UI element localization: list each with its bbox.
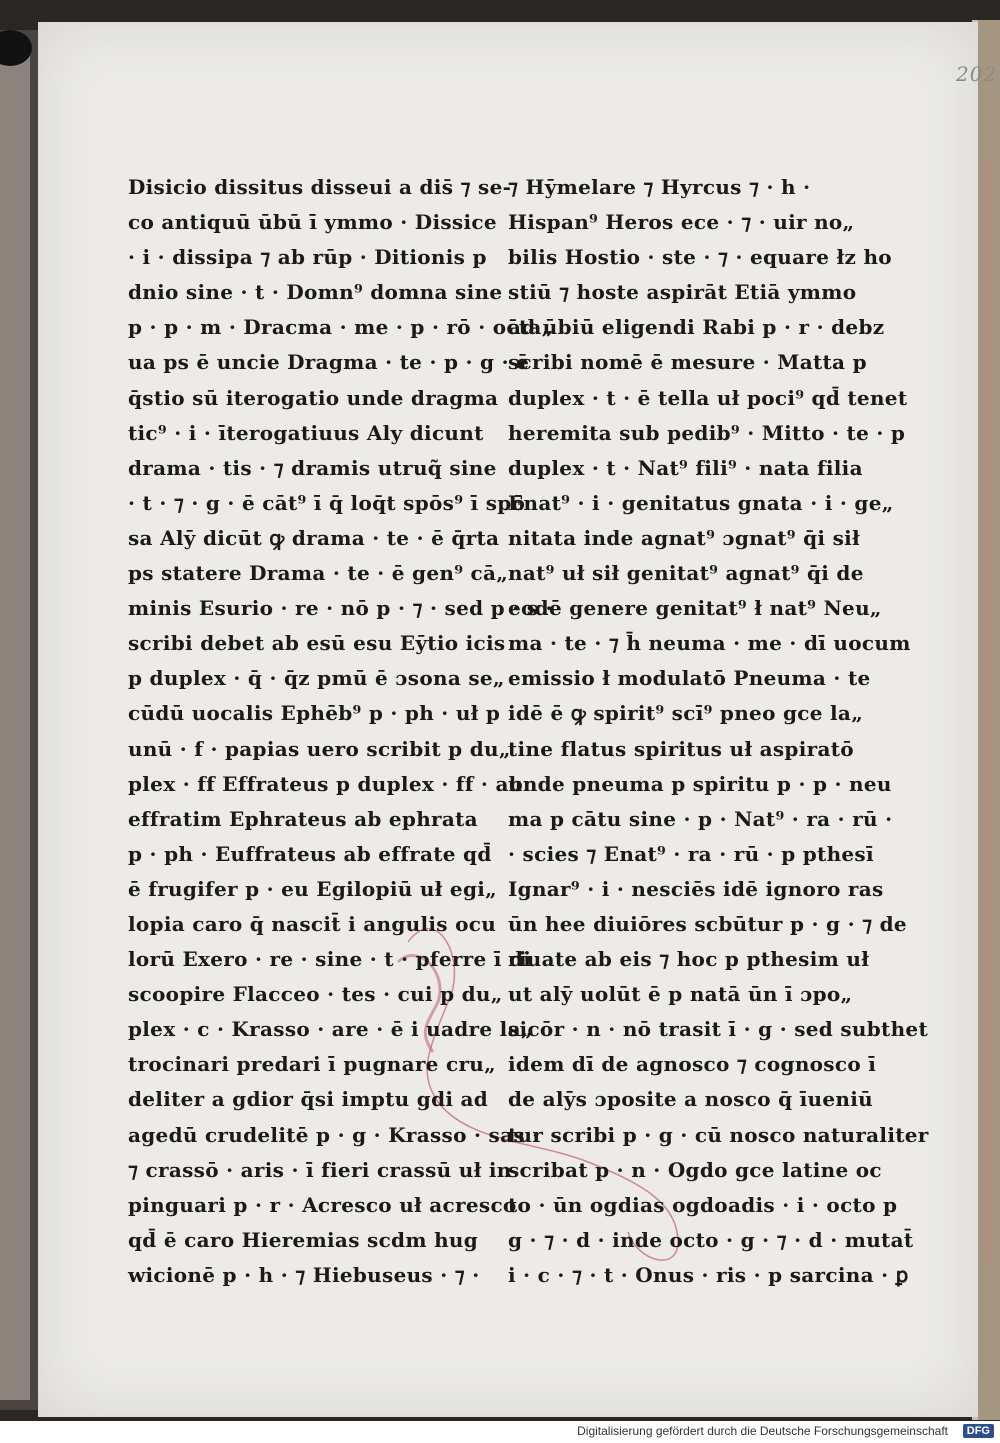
right-column-line: sicōr · n · nō trasit ī · g · sed subthet xyxy=(508,1017,928,1042)
right-column-line: ma · te · ⁊ h̄ neuma · me · dī uocum xyxy=(508,631,911,656)
right-column-line: tur scribi p · g · cū nosco naturaliter xyxy=(508,1122,929,1147)
left-column-line: qd̄ ē caro Hieremias scdm hug xyxy=(128,1227,479,1252)
left-column-line: sa Alȳ dicūt ꝙ drama · te · ē q̄rta xyxy=(128,525,500,550)
right-column-line: idem dī de agnosco ⁊ cognosco ī xyxy=(508,1052,877,1077)
left-column-line: agedū crudelitē p · g · Krasso · sas · xyxy=(128,1122,540,1147)
left-column-line: ⁊ crassō · aris · ī fieri crassū uł in xyxy=(128,1157,512,1182)
right-column-line: duplex · t · Nat⁹ fili⁹ · nata filia xyxy=(508,455,863,480)
right-column-line: nat⁹ uł sił genitat⁹ agnat⁹ q̄i de xyxy=(508,561,864,586)
right-column-line: nitata inde agnat⁹ ɔgnat⁹ q̄i sił xyxy=(508,525,861,550)
left-column-line: tic⁹ · i · īterogatiuus Aly dicunt xyxy=(128,420,484,445)
left-column-line: deliter a gdior q̄si imptu gdi ad xyxy=(128,1087,489,1112)
left-column-line: ps statere Drama · te · ē gen⁹ cā„ xyxy=(128,561,509,586)
right-column-line: heremita sub pedib⁹ · Mitto · te · p xyxy=(508,420,906,445)
left-column-line: drama · tis · ⁊ dramis utruq̃ sine xyxy=(128,455,497,480)
book-page xyxy=(38,22,998,1417)
right-column-line: scribat p · n · Ogdo gce latine oc xyxy=(508,1157,882,1182)
right-column-line: scribi nomē ē mesure · Matta p xyxy=(508,350,867,375)
left-column-line: dnio sine · t · Domn⁹ domna sine xyxy=(128,280,503,305)
right-column-line: Ignar⁹ · i · nesciēs idē ignoro ras xyxy=(508,876,884,901)
left-column-line: q̄stio sū iterogatio unde dragma xyxy=(128,385,499,410)
left-column-line: effratim Ephrateus ab ephrata xyxy=(128,806,478,831)
left-column-line: wicionē p · h · ⁊ Hiebuseus · ⁊ · xyxy=(128,1262,480,1287)
right-column-line: de alȳs ɔposite a nosco q̄ īueniū xyxy=(508,1087,873,1112)
left-column-line: lorū Exero · re · sine · t · pferre ī di xyxy=(128,947,532,972)
right-column-line: bilis Hostio · ste · ⁊ · equare łz ho xyxy=(508,245,892,270)
left-column-line: scribi debet ab esū esu Eȳtio icis xyxy=(128,631,506,656)
left-column-line: pinguari p · r · Acresco uł acresco xyxy=(128,1192,517,1217)
left-column-line: p · ph · Euffrateus ab effrate qd̄ xyxy=(128,841,492,866)
right-text-column xyxy=(508,170,929,1293)
right-column-line: Enat⁹ · i · genitatus gnata · i · ge„ xyxy=(508,490,894,515)
right-column-line: ⁊ Hȳmelare ⁊ Hyrcus ⁊ · h · xyxy=(508,175,811,199)
right-column-line: i · c · ⁊ · t · Onus · ris · p sarcina · ꝑ xyxy=(508,1262,909,1287)
funding-credit: Digitalisierung gefördert durch die Deutsche Forschungsgemeinschaft xyxy=(577,1424,948,1438)
right-column-line: ma p cātu sine · p · Nat⁹ · ra · rū · xyxy=(508,806,893,831)
right-column-line: to · ūn ogdias ogdoadis · i · octo p xyxy=(508,1192,898,1217)
right-column-line: stiū ⁊ hoste aspirāt Etiā ymmo xyxy=(508,280,857,305)
right-column-line: tine flatus spiritus uł aspiratō xyxy=(508,736,854,761)
left-column-line: plex · c · Krasso · are · ē i uadre la„ xyxy=(128,1017,533,1042)
left-column-line: lopia caro q̄ nascit̄ i angulis ocu xyxy=(128,911,497,936)
left-column-line: plex · ff Effrateus p duplex · ff · ab xyxy=(128,771,523,796)
left-column-line: · t · ⁊ · g · ē cāt⁹ ī q̄ loq̄t spōs⁹ ī spō xyxy=(128,490,526,515)
left-column-line: co antiquū ūbū ī ymmo · Dissice xyxy=(128,210,497,235)
folio-number: 202 xyxy=(956,62,998,86)
right-column-line: ut alȳ uolūt ē p natā ūn ī ɔpo„ xyxy=(508,982,853,1007)
right-column-line: ūn hee diuiōres scbūtur p · g · ⁊ de xyxy=(508,911,907,936)
digitization-footer xyxy=(0,1421,1000,1443)
left-column-line: minis Esurio · re · nō p · ⁊ · sed p · s · xyxy=(128,596,553,621)
right-column-line: unde pneuma p spiritu p · p · neu xyxy=(508,771,892,796)
left-column-line: ē frugifer p · eu Egilopiū uł egi„ xyxy=(128,876,497,901)
right-column-line: riuate ab eis ⁊ hoc p pthesim uł xyxy=(508,947,870,972)
left-column-line: cūdū uocalis Ephēb⁹ p · ph · uł p xyxy=(128,701,501,726)
right-column-line: · scies ⁊ Enat⁹ · ra · rū · p pthesī xyxy=(508,841,874,866)
right-column-line: duplex · t · ē tella uł poci⁹ qd̄ tenet xyxy=(508,385,908,410)
left-column-line: trocinari predari ī pugnare cru„ xyxy=(128,1052,496,1077)
left-column-line: p · p · m · Dracma · me · p · rō · oc̄ta„ xyxy=(128,315,554,340)
left-column-line: ua ps ē uncie Dragma · te · p · g · ē xyxy=(128,350,530,375)
right-column-line: ad ūbiū eligendi Rabi p · r · debz xyxy=(508,315,885,340)
right-column-line: idē ē ꝙ spirit⁹ scī⁹ pneo gce la„ xyxy=(508,701,863,726)
left-text-column xyxy=(128,170,554,1293)
left-column-line: p duplex · q̄ · q̄z pmū ē ɔsona se„ xyxy=(128,666,505,691)
left-column-line: scoopire Flacceo · tes · cui p du„ xyxy=(128,982,503,1007)
right-column-line: g · ⁊ · d · inde octo · g · ⁊ · d · mutat̄ xyxy=(508,1227,914,1252)
right-column-line: Hispan⁹ Heros ece · ⁊ · uir no„ xyxy=(508,210,855,235)
left-column-line: · i · dissipa ⁊ ab rūp · Ditionis p xyxy=(128,245,487,270)
dfg-logo: DFG xyxy=(963,1424,994,1438)
left-column-line: Disicio dissitus disseui a dis̄ ⁊ se- xyxy=(128,175,512,199)
left-column-line: unū · f · papias uero scribit p du„ xyxy=(128,736,511,761)
right-column-line: eodē genere genitat⁹ ł nat⁹ Neu„ xyxy=(508,596,882,621)
right-column-line: emissio ł modulatō Pneuma · te xyxy=(508,666,871,691)
